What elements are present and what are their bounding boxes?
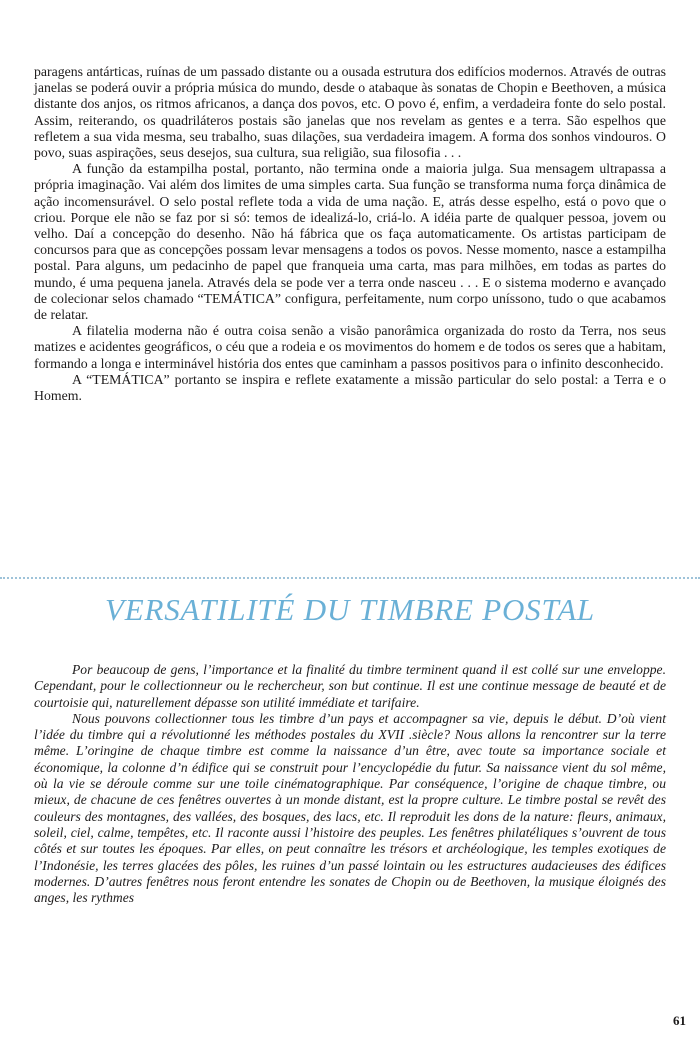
french-section-title: VERSATILITÉ DU TIMBRE POSTAL bbox=[105, 592, 595, 627]
portuguese-paragraph: paragens antárticas, ruínas de um passado distante ou a ousada estrutura dos edifícios modernos. Através de outras janelas se poderá ouvir a própria música do mundo, desde o atabaque às sonatas de Chopin e Beethoven, a música distante dos anjos, os ritmos africanos, a dança dos povos, etc. O povo é, enfim, a verdadeira fonte do selo postal. Assim, reiterando, os quadriláteros postais são janelas que nos revelam as gentes e a terra. São espelhos que refletem a sua vida mesma, seu trabalho, suas dilações, sua verdadeira imagem. A forma dos sonhos vindouros. O povo, suas aspirações, seus desejos, sua cultura, sua religião, sua filosofia . . . bbox=[34, 64, 666, 161]
french-paragraph: Por beaucoup de gens, l’importance et la finalité du timbre terminent quand il est collé sur une enveloppe. Cependant, pour le collectionneur ou le rechercheur, son but continue. Il est une continue message de beauté et de courtoisie qui, naturellement dépasse son utilité immédiate et tarifaire. bbox=[34, 662, 666, 710]
french-text bbox=[34, 662, 666, 906]
french-paragraph: Nous pouvons collectionner tous les timbre d’un pays et accompagner sa vie, depuis le début. D’où vient l’idée du timbre qui a révolutionné les méthodes postales du XVII .siècle? Nous allons la rencontrer sur la terre même. L’oringine de chaque timbre est comme la naissance d’un être, avec toute sa importance sociale et économique, la colonne d’n édifice qui se construit pour l’encyclopédie du futur. Sa naissance vient du sol même, où la vie se déroule comme sur une toile cinématographique. Par conséquence, l’origine de chaque timbre, ou mieux, de chacune de ces fenêtres ouvertes à un monde distant, est la propre culture. Le timbre postal se revêt des couleurs des montagnes, des vallées, des bosques, des lacs, etc. Il reproduit les dons de la nature: fleurs, animaux, soleil, ciel, calme, tempêtes, etc. Il raconte aussi l’histoire des peuples. Les fenêtres philatéliques s’ouvrent de tous côtés et sur toutes les époques. Par elles, on peut connaître les trésors et archéologique, les temples exotiques de l’Indonésie, les terres glacées des pôles, les ruines d’un passé lointain ou les estructures audacieuses des édifices modernes. D’autres fenêtres nous feront entendre les sonates de Chopin ou de Beethoven, la musique éloignés des anges, les rythmes bbox=[34, 710, 666, 906]
portuguese-text bbox=[34, 64, 666, 404]
portuguese-paragraph: A função da estampilha postal, portanto, não termina onde a maioria julga. Sua mensagem ultrapassa a própria imaginação. Vai além dos limites de uma simples carta. Sua função se transforma numa força dinâmica de ação incomensurável. O selo postal reflete toda a vida de uma nação. E, atrás desse espelho, está o povo que o criou. Porque ele não se faz por si só: temos de idealizá-lo, criá-lo. A idéia parte de qualquer pessoa, jovem ou velho. Daí a concepção do desenho. Não há fábrica que os faça automaticamente. Os artistas participam de concursos para que as concepções possam levar mensagens a todos os povos. Nesse momento, nasce a estampilha postal. Para alguns, um pedacinho de papel que franqueia uma carta, mas para milhões, em todas as partes do mundo, é uma pequena janela. Através dela se pode ver a terra onde nasceu . . . E o sistema moderno e avançado de colecionar selos chamado “TEMÁTICA” configura, perfeitamente, num corpo uníssono, tudo o que acabamos de relatar. bbox=[34, 161, 666, 323]
section-divider bbox=[0, 577, 700, 579]
portuguese-paragraph: A filatelia moderna não é outra coisa senão a visão panorâmica organizada do rosto da Terra, nos seus matizes e acidentes geográficos, o céu que a rodeia e os movimentos do homem e de todos os seres que a habitam, formando a longa e interminável história dos entes que caminham a passos positivos para o infinito desconhecido. bbox=[34, 323, 666, 371]
portuguese-paragraph: A “TEMÁTICA” portanto se inspira e reflete exatamente a missão particular do selo postal: a Terra e o Homem. bbox=[34, 371, 666, 404]
page-number: 61 bbox=[673, 1013, 686, 1028]
